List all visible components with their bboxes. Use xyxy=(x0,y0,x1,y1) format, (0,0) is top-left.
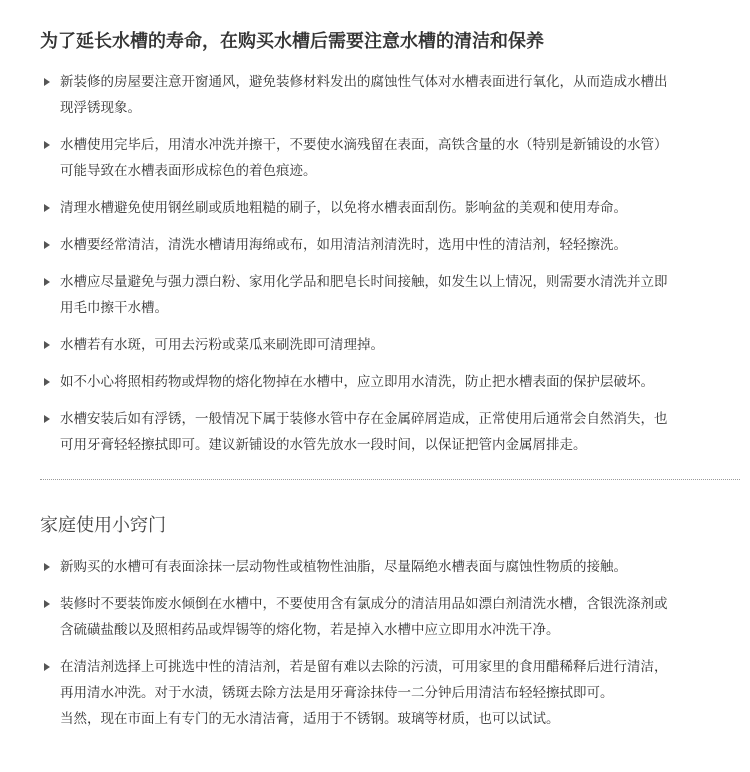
list-item-text: 如不小心将照相药物或焊物的熔化物掉在水槽中，应立即用水清洗，防止把水槽表面的保护层破坏。 xyxy=(60,374,654,390)
dotted-divider xyxy=(40,479,740,480)
list-item-text: 水槽应尽量避免与强力漂白粉、家用化学品和肥皂长时间接触，如发生以上情况，则需要水清洗并立即 xyxy=(60,274,668,290)
list-item-text: 水槽使用完毕后，用清水冲洗并擦干，不要使水滴残留在表面，高铁含量的水（特别是新铺设的水管） xyxy=(60,137,668,153)
triangle-bullet-icon xyxy=(44,415,50,423)
triangle-bullet-icon xyxy=(44,241,50,249)
list-item-text: 水槽若有水斑，可用去污粉或菜瓜来刷洗即可清理掉。 xyxy=(60,337,384,353)
triangle-bullet-icon xyxy=(44,204,50,212)
triangle-bullet-icon xyxy=(44,378,50,386)
section-heading: 家庭使用小窍门 xyxy=(40,515,166,536)
list-item-text: 新购买的水槽可有表面涂抹一层动物性或植物性油脂，尽量隔绝水槽表面与腐蚀性物质的接触。 xyxy=(60,559,627,575)
list-item-text: 用毛巾擦干水槽。 xyxy=(60,300,168,316)
list-item-text: 新装修的房屋要注意开窗通风，避免装修材料发出的腐蚀性气体对水槽表面进行氧化，从而造成水槽出 xyxy=(60,74,668,90)
care-tips-list xyxy=(0,69,750,469)
list-item xyxy=(0,406,750,458)
list-item xyxy=(0,332,750,358)
list-item xyxy=(0,591,750,643)
list-item-text: 现浮锈现象。 xyxy=(60,100,141,116)
list-item xyxy=(0,554,750,580)
triangle-bullet-icon xyxy=(44,663,50,671)
list-item-text: 水槽安装后如有浮锈，一般情况下属于装修水管中存在金属碎屑造成，正常使用后通常会自然消失，也 xyxy=(60,411,668,427)
triangle-bullet-icon xyxy=(44,278,50,286)
list-item-text: 可用牙膏轻轻擦拭即可。建议新铺设的水管先放水一段时间，以保证把管内金属屑排走。 xyxy=(60,437,587,453)
list-item-text: 含硫磺盐酸以及照相药品或焊锡等的熔化物，若是掉入水槽中应立即用水冲洗干净。 xyxy=(60,622,560,638)
list-item-text: 再用清水冲洗。对于水渍，锈斑去除方法是用牙膏涂抹侍一二分钟后用清洁布轻轻擦拭即可。 xyxy=(60,685,614,701)
list-item xyxy=(0,232,750,258)
list-item-text: 当然，现在市面上有专门的无水清洁膏，适用于不锈钢。玻璃等材质，也可以试试。 xyxy=(60,711,560,727)
list-item xyxy=(0,269,750,321)
list-item-text: 水槽要经常清洁，清洗水槽请用海绵或布，如用清洁剂清洗时，选用中性的清洁剂，轻轻擦洗。 xyxy=(60,237,627,253)
list-item xyxy=(0,369,750,395)
list-item xyxy=(0,654,750,732)
section-heading: 为了延长水槽的寿命，在购买水槽后需要注意水槽的清洁和保养 xyxy=(40,31,544,52)
list-item xyxy=(0,69,750,121)
list-item-text: 可能导致在水槽表面形成棕色的着色痕迹。 xyxy=(60,163,317,179)
list-item xyxy=(0,195,750,221)
list-item-text: 装修时不要装饰废水倾倒在水槽中，不要使用含有氯成分的清洁用品如漂白剂清洗水槽，含银洗涤剂或 xyxy=(60,596,668,612)
list-item xyxy=(0,132,750,184)
triangle-bullet-icon xyxy=(44,141,50,149)
home-tips-list xyxy=(0,554,750,743)
triangle-bullet-icon xyxy=(44,563,50,571)
triangle-bullet-icon xyxy=(44,341,50,349)
triangle-bullet-icon xyxy=(44,600,50,608)
list-item-text: 在清洁剂选择上可挑选中性的清洁剂，若是留有难以去除的污渍，可用家里的食用醋稀释后进行清洁， xyxy=(60,659,668,675)
triangle-bullet-icon xyxy=(44,78,50,86)
list-item-text: 清理水槽避免使用钢丝刷或质地粗糙的刷子，以免将水槽表面刮伤。影响盆的美观和使用寿命。 xyxy=(60,200,627,216)
